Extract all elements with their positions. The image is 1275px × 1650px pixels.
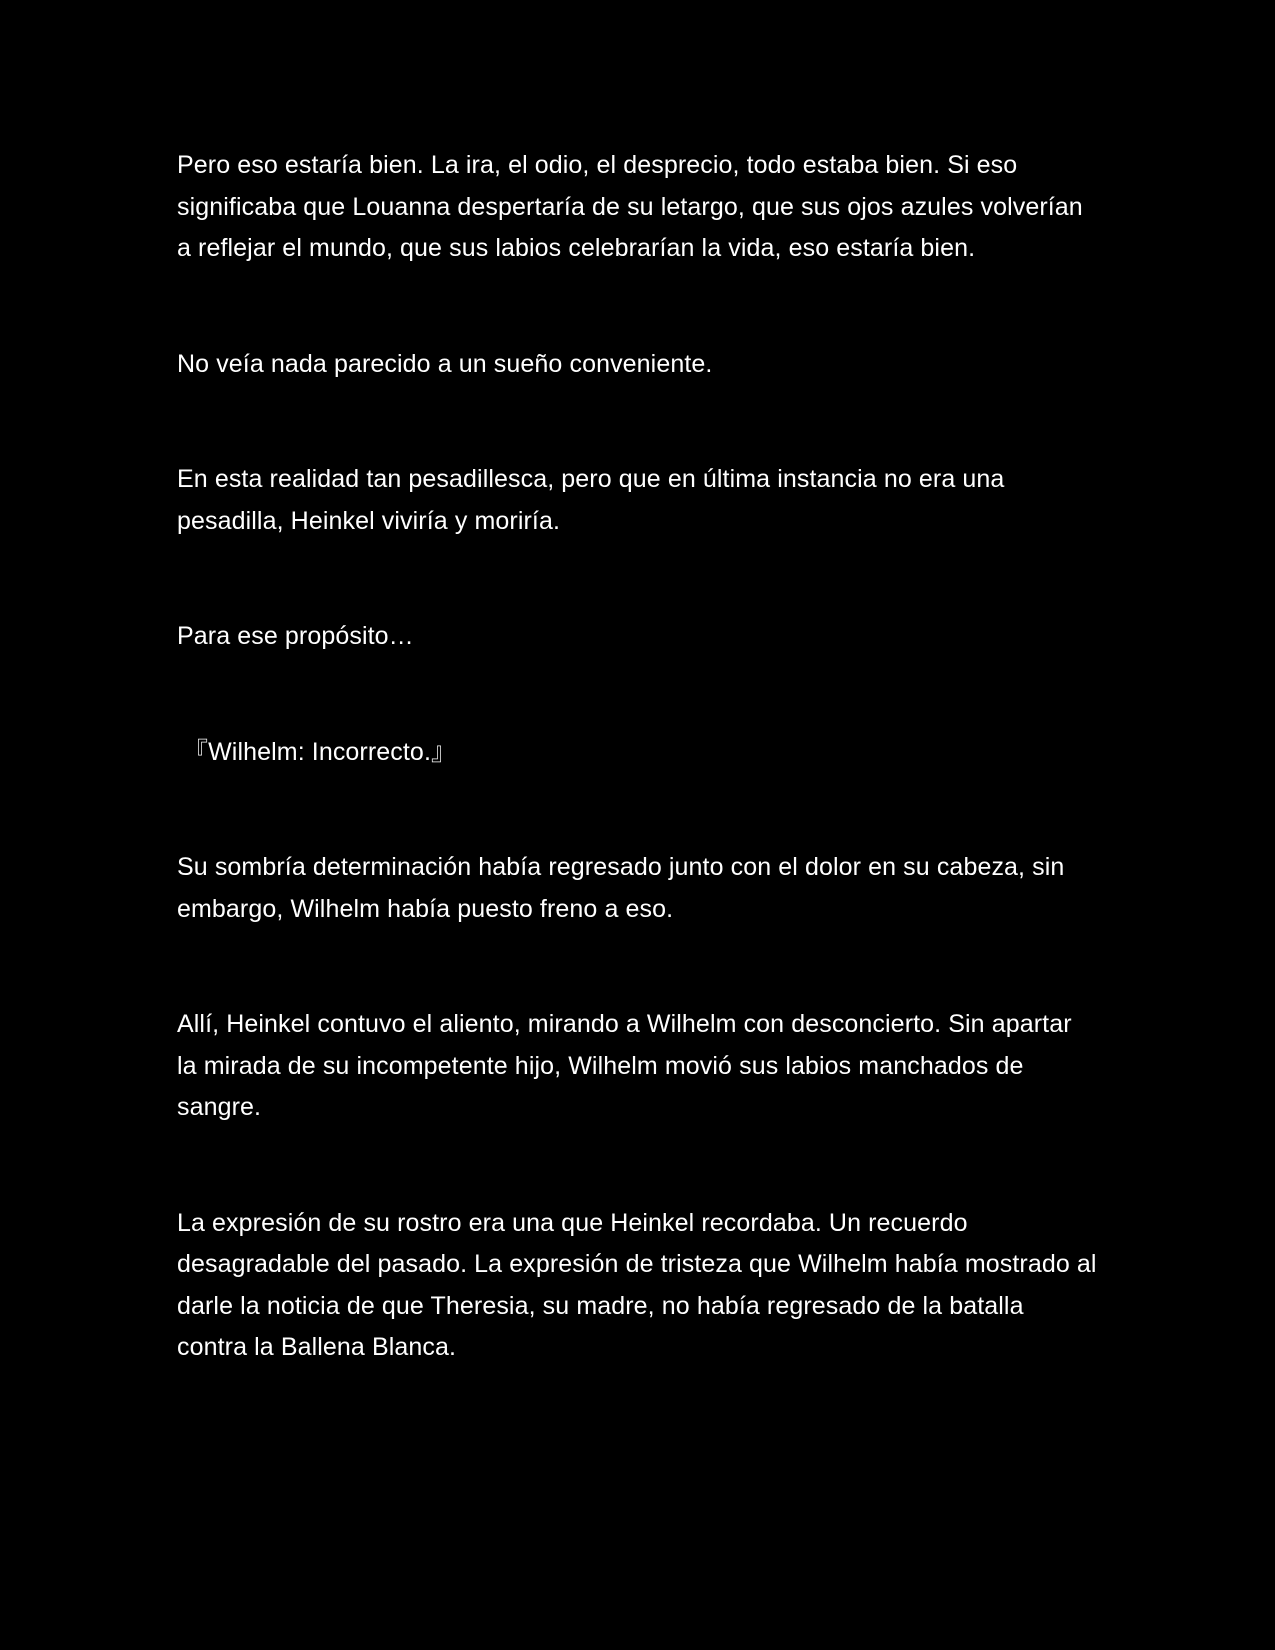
paragraph: Para ese propósito… bbox=[177, 622, 414, 650]
text-column bbox=[177, 145, 1097, 1443]
paragraph: La expresión de su rostro era una que Heinkel recordaba. Un recuerdo desagradable del pasado. La expresión de tristeza que Wilhelm había mostrado al darle la noticia de que Theresia, su madre, no había regresado de la batalla contra la Ballena Blanca. bbox=[177, 1208, 1097, 1361]
paragraph: Pero eso estaría bien. La ira, el odio, el desprecio, todo estaba bien. Si eso significaba que Louanna despertaría de su letargo, que sus ojos azules volverían a reflejar el mundo, que sus labios celebrarían la vida, eso estaría bien. bbox=[177, 151, 1083, 262]
paragraph: Allí, Heinkel contuvo el aliento, mirando a Wilhelm con desconcierto. Sin apartar la mirada de su incompetente hijo, Wilhelm movió sus labios manchados de sangre. bbox=[177, 1010, 1072, 1121]
paragraph: En esta realidad tan pesadillesca, pero que en última instancia no era una pesadilla, Heinkel viviría y moriría. bbox=[177, 465, 1005, 535]
dialog-line: 『Wilhelm: Incorrecto.』 bbox=[183, 737, 457, 766]
paragraph: Su sombría determinación había regresado junto con el dolor en su cabeza, sin embargo, Wilhelm había puesto freno a eso. bbox=[177, 853, 1065, 923]
paragraph: No veía nada parecido a un sueño conveniente. bbox=[177, 349, 713, 378]
